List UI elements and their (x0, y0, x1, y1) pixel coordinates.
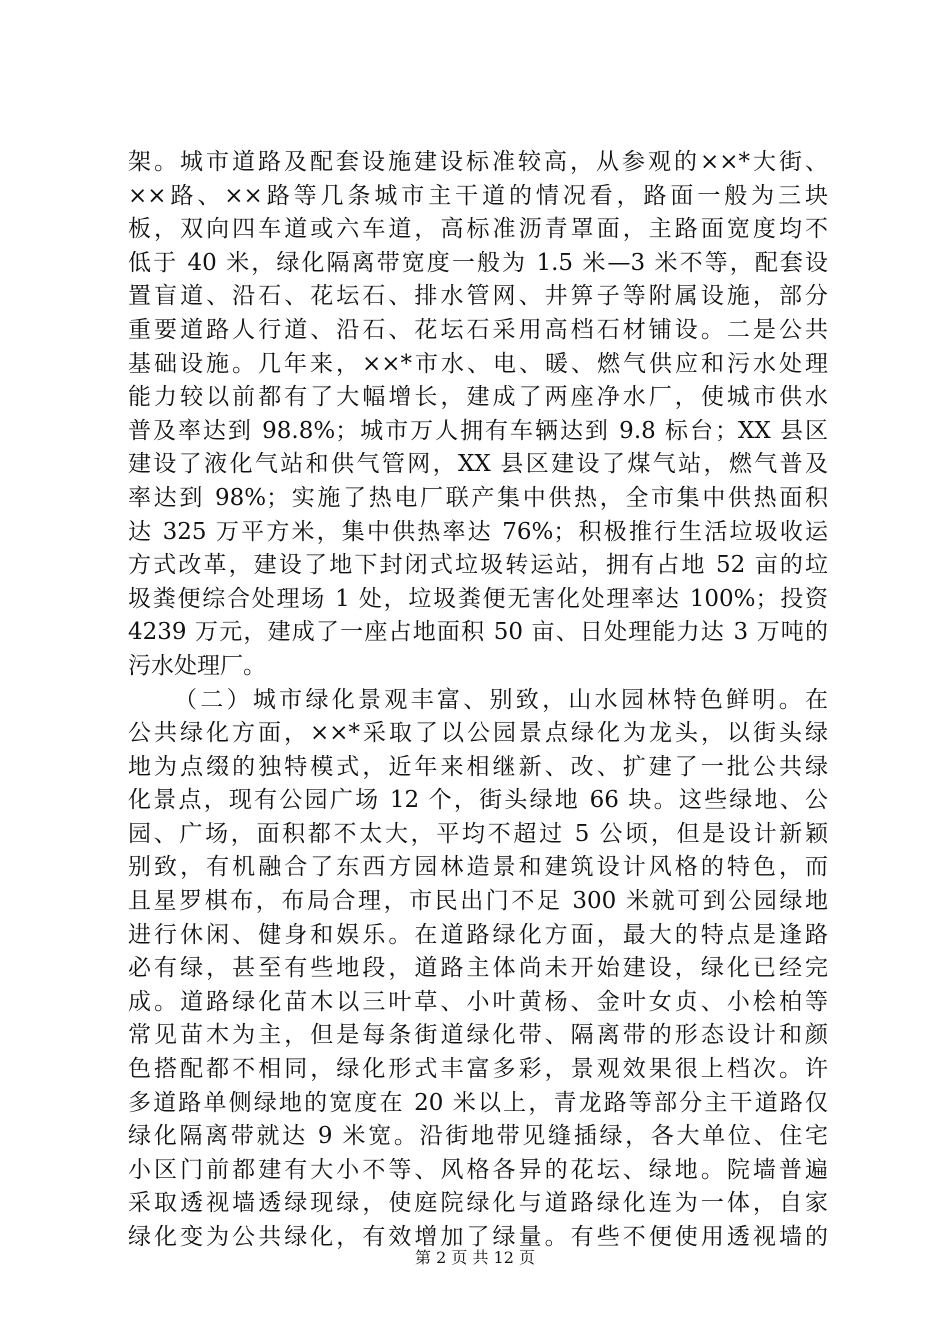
body-text (128, 146, 828, 1255)
text-line: 且星罗棋布，布局合理，市民出门不足 300 米就可到公园绿地 (128, 888, 828, 915)
text-line: 污水处理厂。 (128, 652, 266, 679)
text-line: 地为点缀的独特模式，近年来相继新、改、扩建了一批公共绿 (128, 753, 828, 780)
text-line: 绿化变为公共绿化，有效增加了绿量。有些不便使用透视墙的 (128, 1224, 828, 1250)
text-line: 采取透视墙透绿现绿，使庭院绿化与道路绿化连为一体，自家 (128, 1190, 828, 1217)
text-line: 方式改革，建设了地下封闭式垃圾转运站，拥有占地 52 亩的垃 (128, 552, 828, 579)
text-line: 置盲道、沿石、花坛石、排水管网、井箅子等附属设施，部分 (128, 283, 828, 310)
text-line: 建设了液化气站和供气管网，XX 县区建设了煤气站，燃气普及 (128, 451, 828, 478)
text-line: 基础设施。几年来，××*市水、电、暖、燃气供应和污水处理 (128, 350, 828, 377)
text-line: 成。道路绿化苗木以三叶草、小叶黄杨、金叶女贞、小桧柏等 (128, 988, 828, 1015)
text-line: 绿化隔离带就达 9 米宽。沿街地带见缝插绿，各大单位、住宅 (128, 1123, 828, 1150)
page-number-footer: 第 2 页 共 12 页 (415, 1248, 535, 1267)
text-line: 必有绿，甚至有些地段，道路主体尚未开始建设，绿化已经完 (128, 955, 828, 982)
text-line: 架。城市道路及配套设施建设标准较高，从参观的××*大街、 (128, 149, 828, 175)
text-line: 小区门前都建有大小不等、风格各异的花坛、绿地。院墙普遍 (128, 1156, 828, 1183)
text-line: 园、广场，面积都不太大，平均不超过 5 公顷，但是设计新颖 (128, 820, 828, 847)
text-line: 别致，有机融合了东西方园林造景和建筑设计风格的特色，而 (128, 854, 828, 881)
text-line: 低于 40 米，绿化隔离带宽度一般为 1.5 米—3 米不等，配套设 (128, 249, 828, 276)
text-line: 多道路单侧绿地的宽度在 20 米以上，青龙路等部分主干道路仅 (128, 1089, 828, 1116)
paragraph-first-line: （二）城市绿化景观丰富、别致，山水园林特色鲜明。在 (174, 686, 828, 713)
text-line: 能力较以前都有了大幅增长，建成了两座净水厂，使城市供水 (128, 384, 828, 411)
text-line: 常见苗木为主，但是每条街道绿化带、隔离带的形态设计和颜 (128, 1022, 828, 1049)
text-line: 达 325 万平方米，集中供热率达 76%；积极推行生活垃圾收运 (128, 518, 828, 545)
text-line: 4239 万元，建成了一座占地面积 50 亩、日处理能力达 3 万吨的 (128, 619, 828, 646)
text-line: 化景点，现有公园广场 12 个，街头绿地 66 块。这些绿地、公 (128, 787, 828, 814)
text-line: 普及率达到 98.8%；城市万人拥有车辆达到 9.8 标台；XX 县区 (128, 417, 828, 444)
text-line: 公共绿化方面，××*采取了以公园景点绿化为龙头，以街头绿 (128, 720, 828, 747)
text-line: 进行休闲、健身和娱乐。在道路绿化方面，最大的特点是逢路 (128, 921, 828, 948)
text-line: ××路、××路等几条城市主干道的情况看，路面一般为三块 (128, 182, 828, 209)
text-line: 圾粪便综合处理场 1 处，垃圾粪便无害化处理率达 100%；投资 (128, 585, 828, 612)
text-line: 率达到 98%；实施了热电厂联产集中供热，全市集中供热面积 (128, 484, 828, 511)
text-line: 板，双向四车道或六车道，高标准沥青罩面，主路面宽度均不 (128, 216, 828, 243)
text-line: 色搭配都不相同，绿化形式丰富多彩，景观效果很上档次。许 (128, 1056, 828, 1083)
text-line: 重要道路人行道、沿石、花坛石采用高档石材铺设。二是公共 (128, 316, 828, 343)
